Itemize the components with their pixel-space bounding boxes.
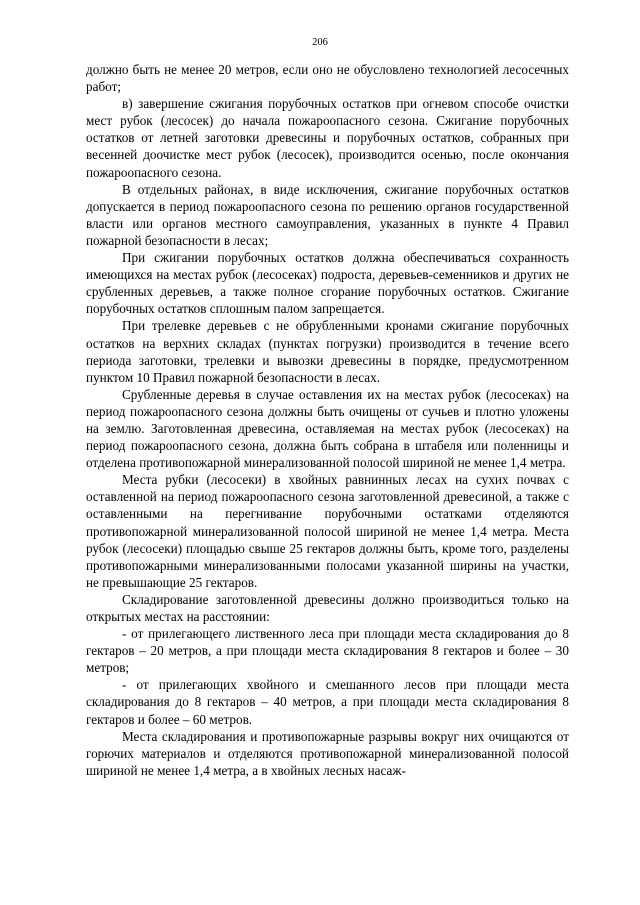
document-body [86,61,569,779]
paragraph-2: в) завершение сжигания порубочных остатков при огневом способе очистки мест рубок (лесосек) до начала пожароопасного сезона. Сжигание порубочных остатков от летней заготовки древесины и порубочных остатков, собранных при весенней доочистке мест рубок (лесосек), производится осенью, после окончания пожароопасного сезона. [86,96,569,180]
paragraph-1: должно быть не менее 20 метров, если оно не обусловлено технологией лесосечных работ; [86,62,569,95]
paragraph-9: - от прилегающего лиственного леса при площади места складирования до 8 гектаров – 20 метров, а при площади места складирования 8 гектаров и более – 30 метров; [86,626,569,676]
paragraph-8: Складирование заготовленной древесины должно производиться только на открытых местах на расстоянии: [86,591,569,624]
paragraph-10: - от прилегающих хвойного и смешанного лесов при площади места складирования до 8 гектаров – 40 метров, а при площади места складирования 8 гектаров и более – 60 метров. [86,677,569,727]
paragraph-4: При сжигании порубочных остатков должна обеспечиваться сохранность имеющихся на местах рубок (лесосеках) подроста, деревьев-семенников и других не срубленных деревьев, а также полное сгорание порубочных остатков. Сжигание порубочных остатков сплошным палом запрещается. [86,250,569,317]
page-number: 206 [312,37,328,48]
paragraph-3: В отдельных районах, в виде исключения, сжигание порубочных остатков допускается в период пожароопасного сезона по решению органов государственной власти или органов местного самоуправления, указанных в пункте 4 Правил пожарной безопасности в лесах; [86,181,569,248]
paragraph-6: Срубленные деревья в случае оставления их на местах рубок (лесосеках) на период пожароопасного сезона должны быть очищены от сучьев и плотно уложены на землю. Заготовленная древесина, оставляемая на местах рубок (лесосеках) на период пожароопасного сезона, должна быть собрана в штабеля или поленницы и отделена противопожарной минерализованной полосой шириной не менее 1,4 метра. [86,386,569,471]
paragraph-5: При трелевке деревьев с не обрубленными кронами сжигание порубочных остатков на верхних складах (пунктах погрузки) производится в течение всего периода заготовки, трелевки и вывозки древесины в порядке, предусмотренном пунктом 10 Правил пожарной безопасности в лесах. [86,318,569,385]
paragraph-11: Места складирования и противопожарные разрывы вокруг них очищаются от горючих материалов и отделяются противопожарной минерализованной полосой шириной не менее 1,4 метра, а в хвойных лесных насаж- [86,728,569,778]
paragraph-7: Места рубки (лесосеки) в хвойных равнинных лесах на сухих почвах с оставленной на период пожароопасного сезона заготовленной древесиной, а также с оставленными на перегнивание порубочными остатками отделяются противопожарной минерализованной полосой шириной не менее 1,4 метра. Места рубок (лесосеки) площадью свыше 25 гектаров должны быть, кроме того, разделены противопожарными минерализованными полосами указанной ширины на участки, не превышающие 25 гектаров. [86,472,569,590]
